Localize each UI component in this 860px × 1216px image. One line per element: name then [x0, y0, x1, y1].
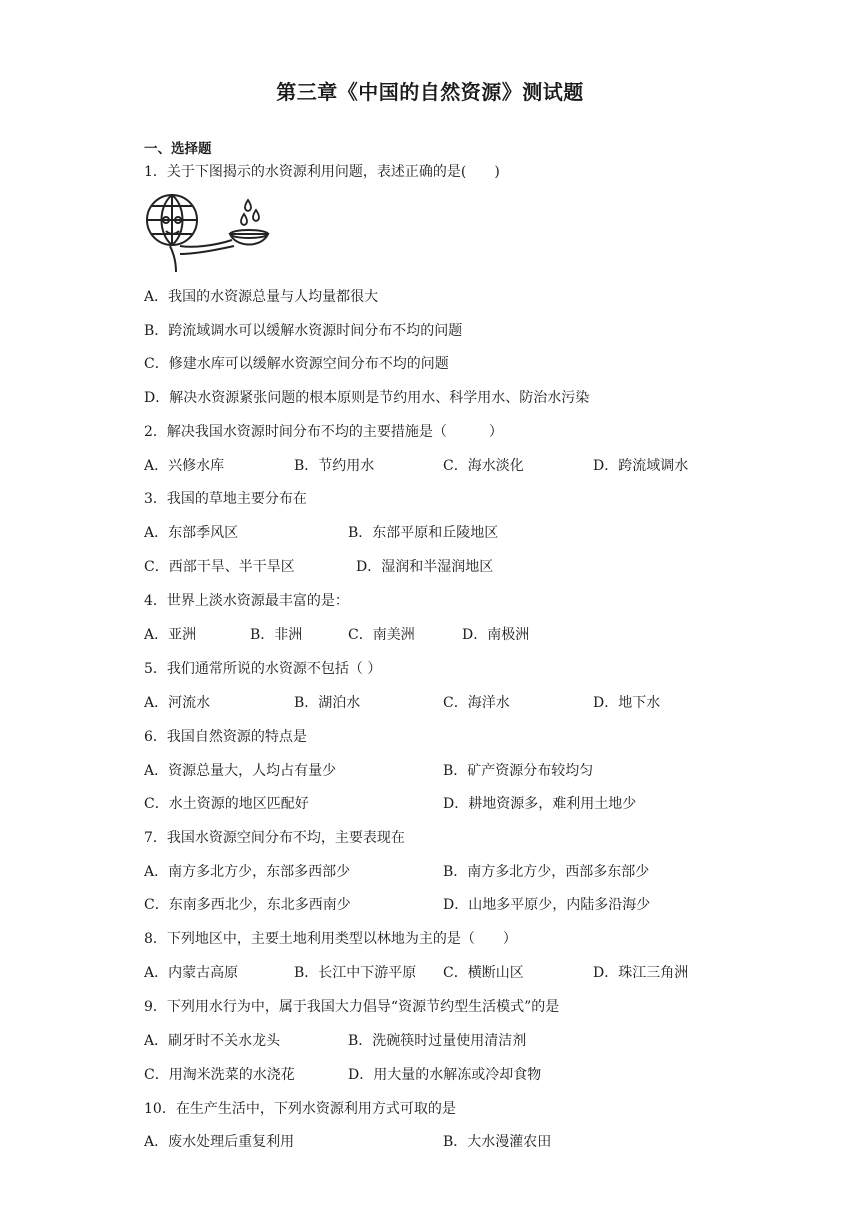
question-5-stem: 5．我们通常所说的水资源不包括（ ） [144, 661, 382, 677]
question-9-option-b: B．洗碗筷时过量使用清洁剂 [348, 1033, 527, 1049]
question-8-option-c: C．横断山区 [443, 965, 524, 981]
question-8-stem: 8．下列地区中，主要土地利用类型以林地为主的是（ ） [144, 931, 517, 947]
question-5-option-a: A．河流水 [144, 695, 211, 711]
question-1-option-a: A．我国的水资源总量与人均量都很大 [144, 289, 379, 305]
question-4-option-d: D．南极洲 [462, 627, 530, 643]
question-4-stem: 4．世界上淡水资源最丰富的是： [144, 593, 349, 609]
question-8-option-a: A．内蒙古高原 [144, 965, 239, 981]
question-5-option-d: D．地下水 [593, 695, 661, 711]
question-6-option-b: B．矿产资源分布较均匀 [443, 763, 594, 779]
question-10-stem: 10．在生产生活中，下列水资源利用方式可取的是 [144, 1101, 456, 1117]
question-8-option-d: D．珠江三角洲 [593, 965, 689, 981]
question-3-option-d: D．湿润和半湿润地区 [356, 559, 494, 575]
question-9-stem: 9．下列用水行为中，属于我国大力倡导“资源节约型生活模式”的是 [144, 999, 560, 1015]
question-6-option-a: A．资源总量大，人均占有量少 [144, 763, 337, 779]
question-4-option-b: B．非洲 [250, 627, 303, 643]
question-1-option-d: D．解决水资源紧张问题的根本原则是节约用水、科学用水、防治水污染 [144, 390, 590, 406]
question-8-option-b: B．长江中下游平原 [294, 965, 417, 981]
question-5-option-c: C．海洋水 [443, 695, 510, 711]
question-7-option-b: B．南方多北方少，西部多东部少 [443, 864, 650, 880]
question-1-stem: 1．关于下图揭示的水资源利用问题，表述正确的是( ) [144, 164, 500, 180]
question-3-option-b: B．东部平原和丘陵地区 [348, 525, 499, 541]
question-1-option-c: C．修建水库可以缓解水资源空间分布不均的问题 [144, 356, 449, 372]
question-7-option-d: D．山地多平原少，内陆多沿海少 [443, 897, 651, 913]
question-2-option-d: D．跨流域调水 [593, 458, 689, 474]
question-3-stem: 3．我国的草地主要分布在 [144, 491, 307, 507]
question-4-option-c: C．南美洲 [348, 627, 415, 643]
question-2-option-b: B．节约用水 [294, 458, 375, 474]
question-4-option-a: A．亚洲 [144, 627, 197, 643]
question-5-option-b: B．湖泊水 [294, 695, 361, 711]
question-7-stem: 7．我国水资源空间分布不均，主要表现在 [144, 830, 405, 846]
question-9-option-d: D．用大量的水解冻或冷却食物 [348, 1067, 542, 1083]
question-2-option-a: A．兴修水库 [144, 458, 225, 474]
globe-drinking-water-figure [144, 188, 280, 278]
question-2-stem: 2．解决我国水资源时间分布不均的主要措施是（ ） [144, 424, 503, 440]
question-6-option-c: C．水土资源的地区匹配好 [144, 796, 309, 812]
section-heading: 一、选择题 [144, 141, 212, 157]
question-2-option-c: C．海水淡化 [443, 458, 524, 474]
question-3-option-a: A．东部季风区 [144, 525, 239, 541]
question-10-option-a: A．废水处理后重复利用 [144, 1134, 295, 1150]
question-6-stem: 6．我国自然资源的特点是 [144, 729, 307, 745]
question-7-option-a: A．南方多北方少，东部多西部少 [144, 864, 351, 880]
question-1-option-b: B．跨流域调水可以缓解水资源时间分布不均的问题 [144, 323, 463, 339]
question-9-option-a: A．刷牙时不关水龙头 [144, 1033, 281, 1049]
question-10-option-b: B．大水漫灌农田 [443, 1134, 552, 1150]
question-6-option-d: D．耕地资源多，难利用土地少 [443, 796, 637, 812]
question-9-option-c: C．用淘米洗菜的水浇花 [144, 1067, 295, 1083]
question-7-option-c: C．东南多西北少，东北多西南少 [144, 897, 351, 913]
question-3-option-c: C．西部干旱、半干旱区 [144, 559, 295, 575]
page-title: 第三章《中国的自然资源》测试题 [276, 80, 584, 104]
